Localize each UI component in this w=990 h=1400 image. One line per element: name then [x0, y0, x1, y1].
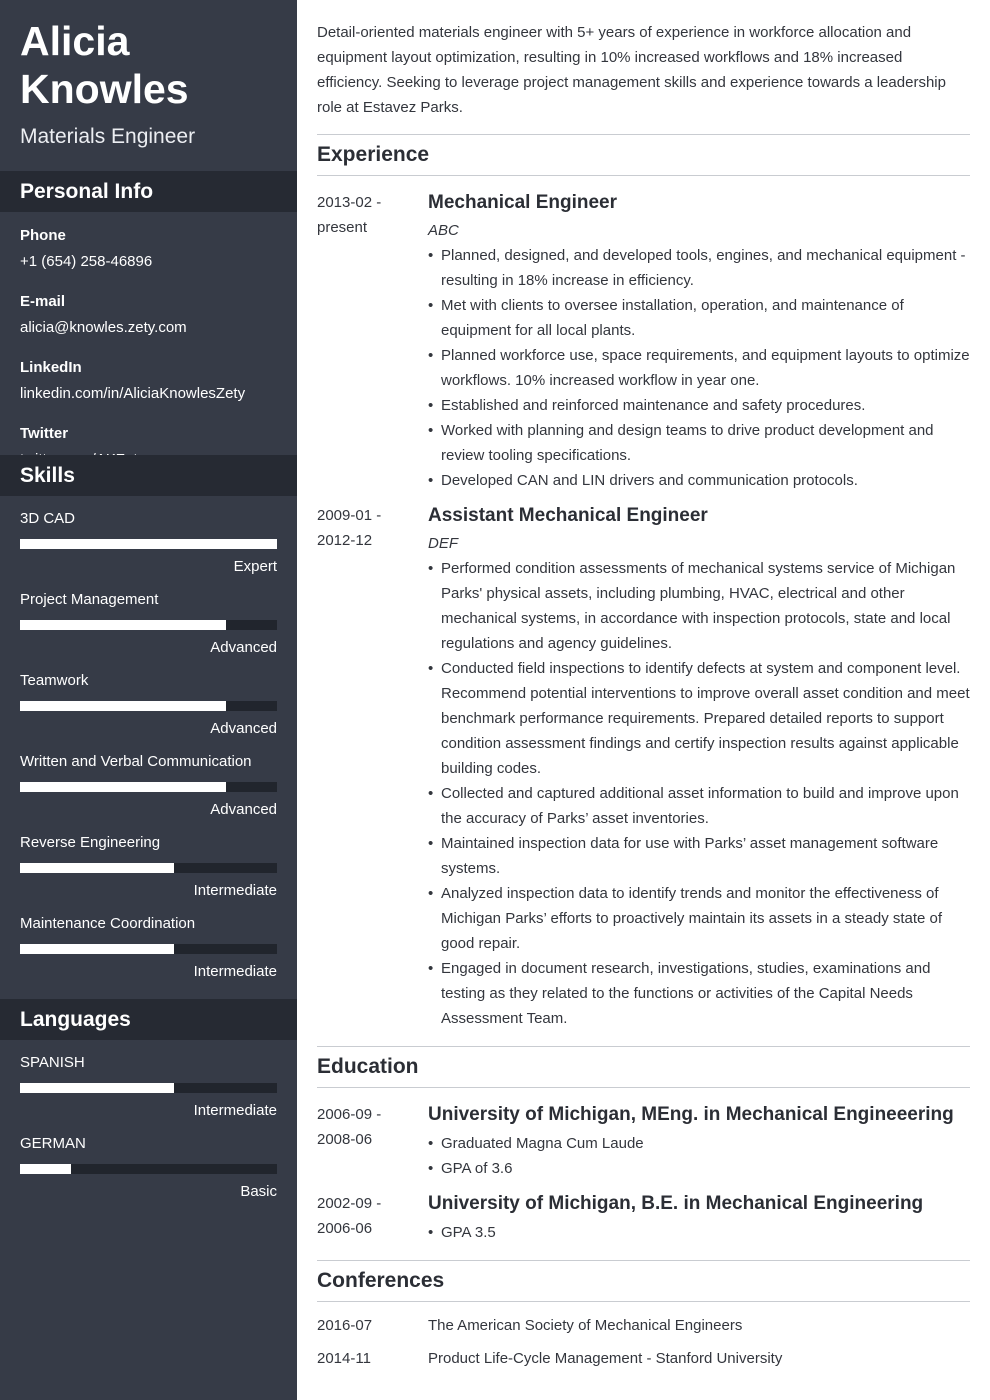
language-item — [0, 1040, 297, 1121]
skill-level: Advanced — [210, 801, 277, 818]
list-item: • Met with clients to oversee installation, operation, and maintenance of equipment for all local plants. — [428, 293, 970, 343]
skill-level-fill — [20, 701, 226, 711]
last-name: Knowles — [20, 66, 189, 112]
info-item-email — [20, 271, 277, 337]
divider — [317, 1301, 970, 1302]
date-start: 2013-02 - — [317, 194, 382, 211]
conference-item — [317, 1346, 970, 1379]
skill-name: Reverse Engineering — [20, 834, 161, 851]
info-label: Phone — [20, 227, 66, 244]
skill-item — [0, 739, 297, 820]
company-name: DEF — [428, 535, 458, 552]
skill-item — [0, 496, 297, 577]
conference-date: 2016-07 — [317, 1317, 373, 1334]
skill-level: Intermediate — [193, 963, 277, 980]
skill-name: 3D CAD — [20, 510, 76, 527]
education-entry — [317, 1191, 970, 1245]
email-value[interactable]: alicia@knowles.zety.com — [20, 319, 187, 336]
list-item: • Planned workforce use, space requirements, and equipment layouts to optimize workflows. 10% increased workflow in year one. — [428, 343, 970, 393]
skill-level-bar — [20, 782, 277, 792]
sidebar — [0, 0, 297, 1400]
skill-name: Maintenance Coordination — [20, 915, 196, 932]
education-details — [428, 1131, 970, 1181]
skill-level-fill — [20, 944, 174, 954]
entry-content — [428, 1191, 970, 1245]
phone-value[interactable]: +1 (654) 258-46896 — [20, 253, 153, 270]
duty-list — [428, 556, 970, 1031]
job-title: Assistant Mechanical Engineer — [428, 505, 708, 526]
list-item: • Developed CAN and LIN drivers and communication protocols. — [428, 468, 970, 493]
info-label: LinkedIn — [20, 359, 82, 376]
linkedin-value[interactable]: linkedin.com/in/AliciaKnowlesZety — [20, 385, 246, 402]
list-item: • GPA of 3.6 — [428, 1156, 970, 1181]
info-label: Twitter — [20, 425, 69, 442]
main-content — [317, 0, 970, 1379]
list-item: • Worked with planning and design teams to drive product development and review tooling specifications. — [428, 418, 970, 468]
date-end: 2008-06 — [317, 1131, 373, 1148]
date-start: 2002-09 - — [317, 1195, 382, 1212]
info-label: E-mail — [20, 293, 66, 310]
skill-level-fill — [20, 620, 226, 630]
list-item: • Planned, designed, and developed tools, engines, and mechanical equipment - resulting in 18% increase in efficiency. — [428, 243, 970, 293]
list-item: • Analyzed inspection data to identify trends and monitor the effectiveness of Michigan Parks’ efforts to proactively maintain its assets in a steady state of good repair. — [428, 881, 970, 956]
entry-date — [317, 503, 417, 553]
skill-level-bar — [20, 701, 277, 711]
list-item: • Engaged in document research, investigations, studies, examinations and testing as they related to the functions or activities of the Capital Needs Assessment Team. — [428, 956, 970, 1031]
date-end: present — [317, 219, 368, 236]
duty-list — [428, 243, 970, 493]
education-heading: Education — [317, 1055, 419, 1078]
language-level-bar — [20, 1083, 277, 1093]
conferences-list — [317, 1313, 970, 1379]
skill-level: Intermediate — [193, 882, 277, 899]
divider — [317, 1087, 970, 1088]
skill-item — [0, 577, 297, 658]
skill-level-bar — [20, 620, 277, 630]
language-name: SPANISH — [20, 1054, 85, 1071]
experience-heading: Experience — [317, 143, 430, 166]
personal-info-heading: Personal Info — [0, 171, 297, 212]
conference-date: 2014-11 — [317, 1350, 371, 1367]
job-title: Mechanical Engineer — [428, 192, 618, 213]
entry-date — [317, 1191, 417, 1241]
skill-level-fill — [20, 782, 226, 792]
language-level: Basic — [240, 1183, 277, 1200]
skill-level: Advanced — [210, 639, 277, 656]
conferences-heading: Conferences — [317, 1269, 445, 1292]
date-start: 2009-01 - — [317, 507, 382, 524]
conference-name: Product Life-Cycle Management - Stanford University — [428, 1350, 783, 1367]
personal-info-list — [0, 212, 297, 469]
skill-item — [0, 658, 297, 739]
degree-title: University of Michigan, B.E. in Mechanical Engineering — [428, 1193, 924, 1214]
summary-text: Detail-oriented materials engineer with 5+ years of experience in workforce allocation and equipment layout optimization, resulting in 10% increased workflows and 18% increased efficiency. Seeking to leverage project management skills and experience towards a leadership role at Estavez Parks. — [317, 24, 946, 116]
list-item: • Maintained inspection data for use with Parks’ asset management software systems. — [428, 831, 970, 881]
languages-list — [0, 1040, 297, 1202]
language-item — [0, 1121, 297, 1202]
conference-name: The American Society of Mechanical Engineers — [428, 1317, 743, 1334]
skill-item — [0, 901, 297, 982]
language-name: GERMAN — [20, 1135, 86, 1152]
languages-heading: Languages — [0, 999, 297, 1040]
first-name: Alicia — [20, 18, 130, 64]
skill-level-fill — [20, 863, 174, 873]
entry-date — [317, 1102, 417, 1152]
language-level: Intermediate — [193, 1102, 277, 1119]
language-level-bar — [20, 1164, 277, 1174]
language-level-fill — [20, 1083, 174, 1093]
list-item: • Collected and captured additional asset information to build and improve upon the accuracy of Parks’ asset inventories. — [428, 781, 970, 831]
list-item: • GPA 3.5 — [428, 1220, 970, 1245]
date-end: 2006-06 — [317, 1220, 373, 1237]
entry-content — [428, 503, 970, 1031]
skills-heading: Skills — [0, 455, 297, 496]
language-level-fill — [20, 1164, 71, 1174]
skill-level: Expert — [233, 558, 277, 575]
job-role: Materials Engineer — [20, 125, 196, 148]
skill-level: Advanced — [210, 720, 277, 737]
candidate-name — [0, 0, 297, 113]
skill-level-bar — [20, 863, 277, 873]
list-item: • Established and reinforced maintenance and safety procedures. — [428, 393, 970, 418]
list-item: • Conducted field inspections to identify defects at system and component level. Recommend potential interventions to improve overall asset condition and meet benchmark performance requirements. Prepared detailed reports to support condition assessment findings and certify inspection results against applicable building codes. — [428, 656, 970, 781]
date-end: 2012-12 — [317, 532, 373, 549]
skill-item — [0, 820, 297, 901]
skill-name: Teamwork — [20, 672, 89, 689]
experience-entry — [317, 190, 970, 493]
skill-name: Project Management — [20, 591, 159, 608]
skill-level-bar — [20, 539, 277, 549]
education-details — [428, 1220, 970, 1245]
company-name: ABC — [428, 222, 459, 239]
list-item: • Graduated Magna Cum Laude — [428, 1131, 970, 1156]
education-entry — [317, 1102, 970, 1181]
conference-item — [317, 1313, 970, 1346]
info-item-phone — [20, 212, 277, 271]
skill-name: Written and Verbal Communication — [20, 753, 252, 770]
info-item-linkedin — [20, 337, 277, 403]
entry-content — [428, 1102, 970, 1181]
divider — [317, 175, 970, 176]
skill-level-bar — [20, 944, 277, 954]
date-start: 2006-09 - — [317, 1106, 382, 1123]
list-item: • Performed condition assessments of mechanical systems service of Michigan Parks' physical assets, including plumbing, HVAC, electrical and other mechanical systems, in accordance with inspection protocols, state and local regulations and agency guidelines. — [428, 556, 970, 656]
skills-list — [0, 496, 297, 982]
degree-title: University of Michigan, MEng. in Mechanical Engineeering — [428, 1104, 954, 1125]
entry-content — [428, 190, 970, 493]
experience-entry — [317, 503, 970, 1031]
entry-date — [317, 190, 417, 240]
skill-level-fill — [20, 539, 277, 549]
